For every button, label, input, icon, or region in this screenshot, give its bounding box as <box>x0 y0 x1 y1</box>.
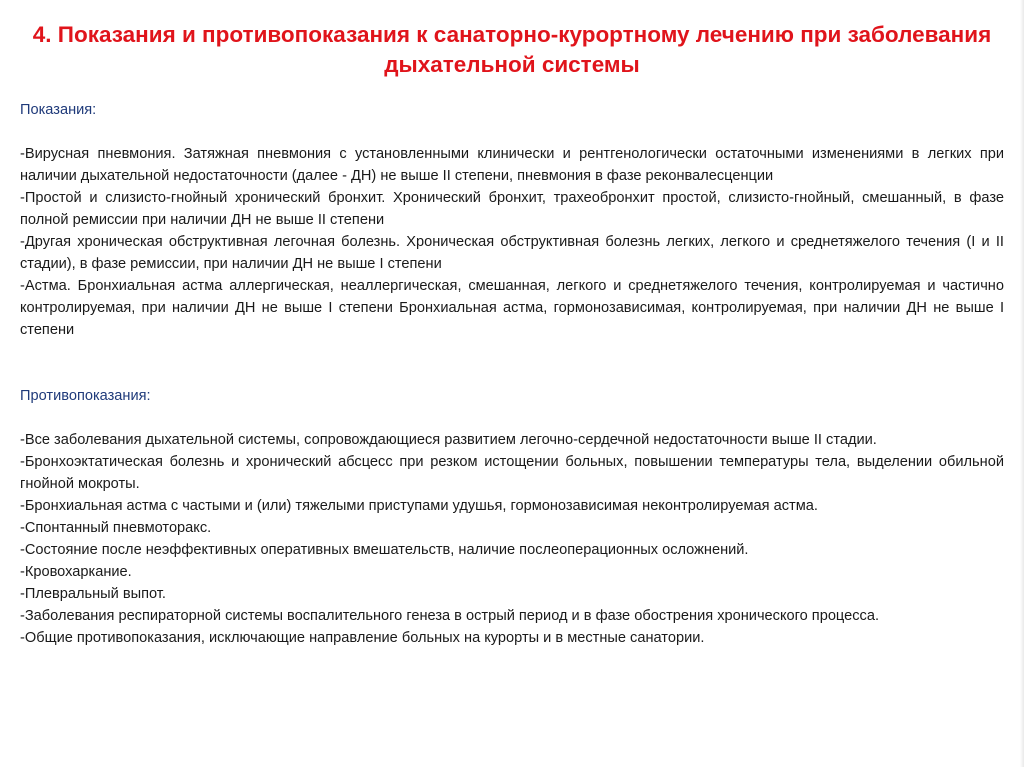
contraindications-list <box>20 429 1004 649</box>
contraindication-item: -Общие противопоказания, исключающие направление больных на курорты и в местные санатории. <box>20 630 705 646</box>
slide-content <box>20 99 1004 649</box>
indication-item: -Простой и слизисто-гнойный хронический бронхит. Хронический бронхит, трахеобронхит простой, слизисто-гнойный, смешанный, в фазе полной ремиссии при наличии ДН не выше II степени <box>20 190 1004 228</box>
slide-edge-shadow <box>1020 0 1024 767</box>
indications-list <box>20 143 1004 341</box>
spacer <box>20 121 1004 143</box>
contraindication-item: -Бронхоэктатическая болезнь и хронический абсцесс при резком истощении больных, повышении температуры тела, выделении обильной гнойной мокроты. <box>20 454 1004 492</box>
indication-item: -Другая хроническая обструктивная легочная болезнь. Хроническая обструктивная болезнь легких, легкого и среднетяжелого течения (I и II стадии), в фазе ремиссии, при наличии ДН не выше I степени <box>20 234 1004 272</box>
contraindication-item: -Спонтанный пневмоторакс. <box>20 520 212 536</box>
spacer <box>20 407 1004 429</box>
page-title: 4. Показания и противопоказания к санаторно-курортному лечению при заболевания дыхательной системы <box>32 22 992 77</box>
indication-item: -Вирусная пневмония. Затяжная пневмония с установленными клинически и рентгенологически остаточными изменениями в легких при наличии дыхательной недостаточности (далее - ДН) не выше II степени, пневмония в фазе реконвалесценции <box>20 146 1004 184</box>
indication-item: -Астма. Бронхиальная астма аллергическая, неаллергическая, смешанная, легкого и среднетяжелого течения, контролируемая и частично контролируемая, при наличии ДН не выше I степени Бронхиальная астма, гормонозависимая, контролируемая, при наличии ДН не выше I степени <box>20 278 1004 338</box>
contraindication-item: -Бронхиальная астма с частыми и (или) тяжелыми приступами удушья, гормонозависимая неконтролируемая астма. <box>20 498 818 514</box>
contraindication-item: -Заболевания респираторной системы воспалительного генеза в острый период и в фазе обострения хронического процесса. <box>20 608 880 624</box>
contraindications-heading: Противопоказания: <box>20 388 151 404</box>
contraindication-item: -Кровохаркание. <box>20 564 132 580</box>
spacer <box>20 341 1004 385</box>
contraindication-item: -Все заболевания дыхательной системы, сопровождающиеся развитием легочно-сердечной недостаточности выше II стадии. <box>20 432 877 448</box>
contraindication-item: -Плевральный выпот. <box>20 586 166 602</box>
contraindication-item: -Состояние после неэффективных оперативных вмешательств, наличие послеоперационных осложнений. <box>20 542 749 558</box>
indications-heading: Показания: <box>20 102 97 118</box>
